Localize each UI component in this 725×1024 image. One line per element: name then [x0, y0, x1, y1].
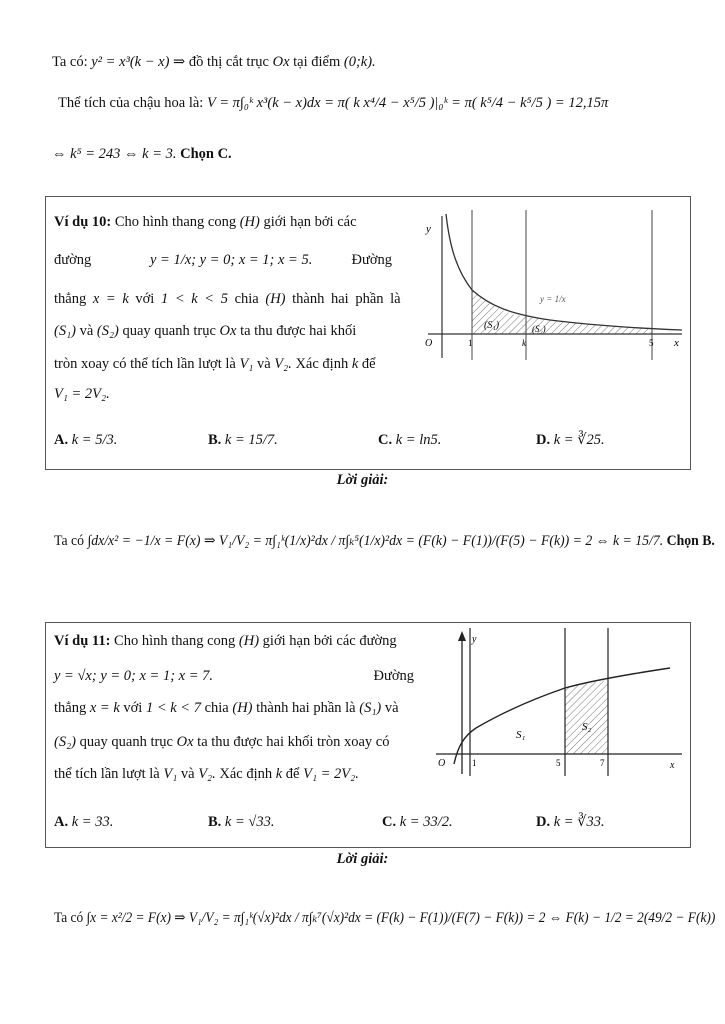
volume-prefix: Thể tích của chậu hoa là: [58, 95, 204, 111]
tick-1: 1 [468, 338, 473, 348]
s2-region [565, 680, 608, 754]
option-value: k = 5/3. [71, 432, 118, 448]
ex11-h: (H) [232, 700, 253, 716]
s2-label: S₂ [582, 721, 592, 733]
ex11-text: thành hai phần là [256, 700, 356, 716]
origin-label: O [438, 758, 446, 769]
intro-text-2: tại điểm [293, 54, 341, 70]
option-value: k = 33. [71, 814, 114, 830]
ex10-text: thành hai phần là [292, 291, 401, 307]
ex10-text: Xác định [295, 356, 349, 372]
ex11-option-a [54, 814, 113, 831]
solution-11-line [54, 910, 715, 927]
ex10-text: với [135, 291, 155, 307]
solution-11-title: Lời giải: [336, 851, 389, 867]
intro-text: đồ thị cắt trục [188, 54, 269, 70]
option-key: C. [382, 814, 397, 830]
ex11-line-2 [54, 668, 414, 685]
ex11-line-5 [54, 766, 359, 783]
ex11-line-4 [54, 734, 389, 751]
ex11-text: ta thu được hai khối tròn xoay có [197, 734, 390, 750]
intro-line-2 [58, 95, 608, 112]
sol10-prefix: Ta có [54, 533, 85, 549]
ex10-h: (H) [239, 214, 260, 230]
ex11-v2: V₂. [198, 766, 216, 782]
ex11-graph [430, 628, 684, 776]
k-result: ⇔ k⁵ = 243 ⇔ k = 3. [52, 146, 177, 162]
ex10-text: và [256, 356, 271, 372]
intro-equation: y² = x³(k − x) ⇒ [91, 54, 186, 70]
ex10-k-range: 1 < k < 5 [160, 291, 228, 307]
s1-label: S₁ [516, 729, 526, 741]
volume-equation: V = π∫₀ᵏ x³(k − x)dx = π( k x⁴/4 − x⁵/5 )|₀ᵏ = π( k⁵/4 − k⁵/5 ) = 12,15π [206, 95, 609, 111]
ex10-option-a [54, 432, 117, 449]
ex10-option-c [378, 432, 441, 449]
option-key: B. [208, 814, 222, 830]
sol11-prefix: Ta có [54, 910, 84, 926]
solution-10-line [54, 533, 715, 550]
ex11-x-k: x = k [89, 700, 120, 716]
option-key: D. [536, 814, 551, 830]
y-label: y [426, 223, 431, 235]
sol10-equation: ∫dx/x² = −1/x = F(x) ⇒ V₁/V₂ = π∫₁ᵏ(1/x)²dx / π∫ₖ⁵(1/x)²dx = (F(k) − F(1))/(F(5) − F(k)) = 2 ⇔ k = 15/7. [87, 533, 664, 549]
tick-1: 1 [472, 758, 477, 768]
ex11-line-3 [54, 700, 399, 717]
ex11-text: Cho hình thang cong [114, 633, 236, 649]
option-value: k = ∛25. [553, 432, 605, 448]
ex11-option-d [536, 814, 605, 831]
x-label: x [670, 760, 675, 771]
ex10-text: quay quanh trục [122, 323, 216, 339]
ex11-text: Đường [373, 668, 414, 684]
option-key: D. [536, 432, 551, 448]
ex10-line-1 [54, 214, 357, 231]
ex11-text: với [123, 700, 143, 716]
ex10-label: Ví dụ 10: [54, 214, 112, 230]
ex10-option-d [536, 432, 605, 449]
ex10-text: chia [234, 291, 259, 307]
tick-k: k [522, 338, 526, 348]
ex11-boundary-eq: y = √x; y = 0; x = 1; x = 7. [54, 668, 214, 684]
ex10-text: tròn xoay có thể tích lần lượt là [54, 356, 236, 372]
ex11-label: Ví dụ 11: [54, 633, 111, 649]
ex11-option-c [382, 814, 453, 831]
ex11-text: quay quanh trục [79, 734, 173, 750]
ex11-s2: (S₂) [54, 734, 76, 750]
option-key: A. [54, 814, 69, 830]
intro-prefix: Ta có: [52, 54, 88, 70]
ex10-line-4 [54, 323, 356, 340]
option-key: C. [378, 432, 393, 448]
ex10-line-6: V₁ = 2V₂. [54, 386, 110, 402]
ex11-k: k [275, 766, 283, 782]
tick-5: 5 [649, 338, 654, 348]
intro-point: (0;k). [343, 54, 376, 70]
ex11-text: giới hạn bởi các đường [262, 633, 397, 649]
ex11-line-1 [54, 633, 397, 650]
ex10-v1: V₁ [239, 356, 254, 372]
ex10-option-b [208, 432, 278, 449]
ex10-axis: Ox [219, 323, 237, 339]
ex11-text: thẳng [54, 700, 87, 716]
x-label: x [674, 337, 679, 349]
ex10-x-k: x = k [92, 291, 129, 307]
curve-sqrt-x [454, 668, 670, 764]
ex10-graph [420, 210, 684, 362]
ex10-text: để [361, 356, 376, 372]
ex11-v1: V₁ [163, 766, 178, 782]
ex11-text: để [285, 766, 300, 782]
ex10-text: giới hạn bởi các [263, 214, 357, 230]
ex10-text: thẳng [54, 291, 87, 307]
ex10-boundary-eq: y = 1/x; y = 0; x = 1; x = 5. [150, 252, 313, 268]
ex11-text: và [180, 766, 195, 782]
y-label: y [472, 634, 477, 645]
tick-5: 5 [556, 758, 561, 768]
option-value: k = ln5. [395, 432, 442, 448]
ex11-text: thể tích lần lượt là [54, 766, 160, 782]
ex11-k-range: 1 < k < 7 [145, 700, 201, 716]
ex11-condition: V₁ = 2V₂. [303, 766, 359, 782]
curve-label: y = 1/x [540, 294, 566, 304]
s1-label: (S₁) [484, 320, 500, 331]
ex10-s2: (S₂) [96, 323, 119, 339]
ex10-text: ta thu được hai khối [240, 323, 357, 339]
option-value: k = 15/7. [224, 432, 278, 448]
ex11-option-b [208, 814, 274, 831]
ex11-text: chia [204, 700, 229, 716]
option-value: k = ∛33. [553, 814, 605, 830]
tick-7: 7 [600, 758, 605, 768]
sol10-answer: Chọn B. [666, 533, 715, 549]
option-value: k = √33. [224, 814, 275, 830]
ex10-line-2 [54, 252, 392, 269]
ex10-text: đường [54, 252, 92, 268]
s2-label: (S₂) [532, 324, 546, 334]
y-axis-arrow [458, 631, 466, 641]
ex10-h: (H) [265, 291, 286, 307]
ex10-text: và [79, 323, 94, 339]
ex11-axis: Ox [176, 734, 194, 750]
ex10-line-3 [54, 291, 401, 308]
ex10-text: Cho hình thang cong [114, 214, 237, 230]
sol11-equation: ∫x = x²/2 = F(x) ⇒ V₁/V₂ = π∫₁ᵏ(√x)²dx / π∫ₖ⁷(√x)²dx = (F(k) − F(1))/(F(7) − F(k)) = 2 ⇔ F(k) − 1/2 = 2(49/2 − F(k)) [86, 910, 716, 926]
option-key: B. [208, 432, 222, 448]
intro-axis: Ox [272, 54, 290, 70]
option-value: k = 33/2. [399, 814, 453, 830]
ex11-h: (H) [238, 633, 260, 649]
ex10-s1: (S₁) [54, 323, 76, 339]
origin-label: O [425, 338, 433, 349]
ex10-v2: V₂. [274, 356, 292, 372]
intro-line-3 [52, 146, 232, 163]
ex11-text: Xác định [219, 766, 273, 782]
solution-10-title: Lời giải: [336, 472, 389, 488]
ex10-k: k [351, 356, 359, 372]
option-key: A. [54, 432, 69, 448]
ex11-text: và [384, 700, 399, 716]
ex10-text: Đường [351, 252, 392, 268]
intro-line-1 [52, 54, 376, 71]
intro-answer: Chọn C. [180, 146, 232, 162]
ex10-line-5 [54, 356, 376, 373]
ex11-s1: (S₁) [359, 700, 382, 716]
